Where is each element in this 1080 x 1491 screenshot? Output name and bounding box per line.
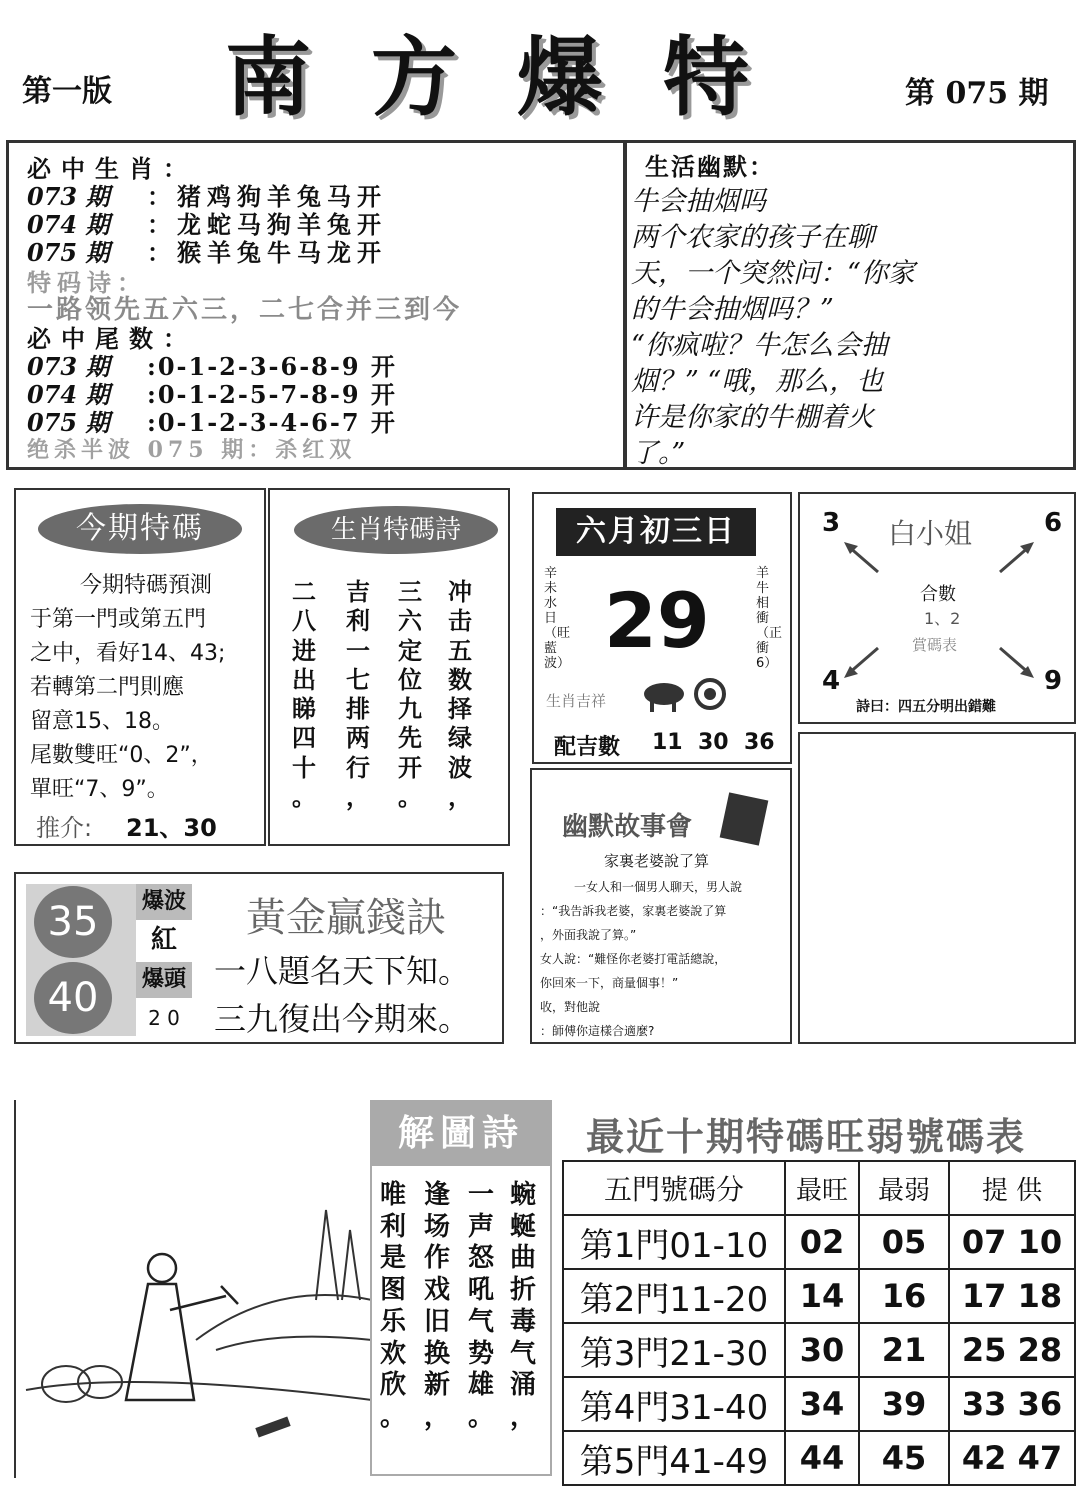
humor-line: 烟？” “哦，那么，也: [631, 366, 884, 397]
zodiac-period: 074 期: [27, 210, 110, 239]
special-line: 若轉第二門則應: [30, 675, 185, 700]
table-row: [563, 1377, 1075, 1431]
poem-column: [448, 578, 472, 812]
story-title: 家裏老婆說了算: [604, 852, 710, 870]
tail-heading: 必中尾数：: [27, 324, 197, 353]
lucky-number: 11: [652, 730, 683, 755]
picture-char: 唯: [380, 1180, 407, 1210]
poem-column: [292, 578, 316, 812]
ball-tag: 爆波: [136, 884, 192, 920]
poem-char: 行: [346, 753, 370, 782]
corner-number: 6: [1044, 508, 1063, 538]
story-line: 你回來一下，商量個事！”: [540, 976, 679, 990]
issue-number: 第 075 期: [905, 76, 1049, 111]
zodiac-value: ：猪鸡狗羊兔马开: [147, 182, 387, 211]
zodiac-value: ：龙蛇马狗羊兔开: [147, 210, 387, 239]
scholar-illustration: [14, 1100, 370, 1478]
picture-char: 蜿: [510, 1180, 537, 1210]
picture-poem-heading: 解圖詩: [372, 1102, 550, 1166]
special-line: 于第一門或第五門: [30, 607, 207, 632]
poem-char: 睇: [292, 695, 316, 724]
miss-bai-poem: 詩曰：四五分明出錯難: [856, 699, 996, 715]
picture-char: 声: [468, 1211, 495, 1242]
table-cell: 17 18: [949, 1269, 1075, 1323]
picture-char: 吼: [468, 1275, 495, 1306]
table-cell: 30: [785, 1323, 859, 1377]
picture-poem-panel: [370, 1100, 552, 1476]
table-cell: 21: [859, 1323, 949, 1377]
picture-char: 怒: [468, 1243, 495, 1274]
lucky-number: 36: [744, 730, 775, 755]
poem-char: 开: [398, 753, 422, 782]
picture-char: 曲: [510, 1243, 537, 1274]
poem-char: 择: [448, 695, 472, 724]
table-cell: 34: [785, 1377, 859, 1431]
picture-char: 利: [380, 1211, 407, 1242]
picture-char: 乐: [380, 1306, 407, 1337]
zodiac-poem-panel: [268, 488, 510, 846]
table-cell: 33 36: [949, 1377, 1075, 1431]
humor-line: 两个农家的孩子在聊: [631, 222, 874, 253]
picture-char: ，: [424, 1402, 451, 1433]
gold-line: 三九復出今期來。: [214, 1000, 471, 1038]
table-cell: 45: [859, 1431, 949, 1485]
picture-char: 气: [468, 1306, 495, 1337]
ball-tag: 2 0: [148, 1006, 180, 1030]
column-header: 五門號碼分: [563, 1161, 785, 1215]
picture-char: 欣: [380, 1370, 407, 1401]
picture-char: 戏: [424, 1275, 451, 1306]
poem-char: 绿: [448, 724, 472, 753]
miss-bai-title: 白小姐: [888, 517, 973, 550]
poem-char: 六: [398, 607, 422, 636]
story-line: 女人說：“難怪你老婆打電話總說，: [540, 952, 727, 966]
picture-char: 逢: [424, 1180, 451, 1210]
poem-char: 冲: [448, 578, 472, 606]
picture-char: 旧: [424, 1306, 451, 1337]
tail-value: :0-1-2-3-6-8-9 开: [147, 352, 397, 381]
poem-char: 九: [398, 695, 422, 724]
empty-panel: [798, 732, 1076, 1044]
tail-period: 073 期: [27, 352, 110, 381]
zodiac-poem-pill: 生肖特碼詩: [294, 506, 498, 554]
zodiac-panel: [6, 140, 626, 470]
corner-number: 3: [822, 508, 841, 538]
picture-poem-column: [510, 1180, 536, 1434]
edition-label: 第一版: [22, 74, 112, 109]
poem-char: 击: [448, 607, 472, 636]
poem-char: 吉: [346, 578, 370, 606]
picture-char: 气: [510, 1338, 537, 1369]
poem-char: 十: [292, 753, 316, 782]
picture-char: 毒: [510, 1306, 537, 1337]
poem-char: ，: [346, 782, 370, 811]
ranking-table: [562, 1160, 1076, 1486]
poem-char: 利: [346, 607, 370, 636]
poem-char: 波: [448, 753, 472, 782]
picture-char: 换: [424, 1338, 451, 1369]
tail-value: :0-1-2-3-4-6-7 开: [147, 408, 397, 437]
poem-char: 三: [398, 578, 422, 606]
ball-tag: 爆頭: [136, 962, 192, 998]
poem-char: 位: [398, 665, 422, 694]
humor-heading: 生活幽默：: [645, 152, 775, 181]
book-icon: [718, 790, 772, 848]
lucky-number: 30: [698, 730, 729, 755]
poem-heading: 特码诗：: [27, 268, 147, 297]
poem-char: 定: [398, 636, 422, 665]
calendar-right-vertical: 羊牛相衝（正衝6）: [756, 566, 783, 671]
table-cell: 第1門01-10: [563, 1215, 785, 1269]
poem-char: ，: [448, 782, 472, 811]
ranking-title: 最近十期特碼旺弱號碼表: [586, 1115, 1027, 1159]
table-cell: 42 47: [949, 1431, 1075, 1485]
poem-char: 四: [292, 724, 316, 753]
poem-char: 。: [398, 782, 422, 811]
center-label: 合數: [920, 584, 956, 605]
table-cell: 第2門11-20: [563, 1269, 785, 1323]
zodiac-value: ：猴羊兔牛马龙开: [147, 238, 387, 267]
table-cell: 14: [785, 1269, 859, 1323]
table-cell: 16: [859, 1269, 949, 1323]
calendar-seal: 生肖吉祥: [546, 692, 607, 710]
poem-line: 一路领先五六三，二七合并三到今: [27, 295, 463, 325]
picture-char: 新: [424, 1370, 451, 1401]
page-title: 南方爆特: [225, 27, 809, 128]
humor-title: 牛会抽烟吗: [631, 186, 766, 217]
center-sub: 賞碼表: [912, 636, 958, 654]
special-line: 留意15、18。: [30, 709, 174, 734]
calendar-left-vertical: 辛未水日（旺藍波）: [544, 566, 571, 671]
column-header: 提 供: [949, 1161, 1075, 1215]
poem-column: [346, 578, 370, 812]
corner-number: 4: [822, 666, 841, 696]
table-cell: 39: [859, 1377, 949, 1431]
zodiac-period: 073 期: [27, 182, 110, 211]
humor-line: “你疯啦？牛怎么会抽: [631, 330, 888, 361]
ox-icon: [638, 674, 738, 714]
table-cell: 02: [785, 1215, 859, 1269]
column-header: 最弱: [859, 1161, 949, 1215]
tail-period: 075 期: [27, 408, 110, 437]
picture-poem-column: [468, 1180, 494, 1434]
column-header: 最旺: [785, 1161, 859, 1215]
story-line: ：師傅你這樣合適麼?: [540, 1024, 655, 1038]
picture-poem-column: [424, 1180, 450, 1434]
zodiac-heading: 必中生肖：: [27, 154, 197, 183]
poem-char: 数: [448, 665, 472, 694]
picture-char: 。: [468, 1402, 495, 1433]
table-row: [563, 1431, 1075, 1485]
humor-line: 天，一个突然问：“你家: [631, 258, 915, 289]
scholar-drawing: [16, 1100, 372, 1478]
poem-char: 出: [292, 665, 316, 694]
picture-char: 雄: [468, 1370, 495, 1401]
special-line: 單旺“7、9”。: [30, 777, 169, 802]
table-row: [563, 1323, 1075, 1377]
ball-tag: 紅: [150, 925, 177, 955]
wave-line: 绝杀半波 075 期：杀红双: [27, 437, 357, 463]
poem-char: 八: [292, 607, 316, 636]
calendar-panel: [532, 492, 792, 764]
picture-char: 图: [380, 1275, 407, 1306]
special-line: 之中，看好14、43;: [30, 641, 226, 666]
center-values: 1、2: [924, 609, 961, 628]
special-line: 尾數雙旺“0、2”，: [30, 743, 213, 768]
gold-line: 一八題名天下知。: [214, 952, 471, 990]
picture-char: 作: [424, 1243, 451, 1274]
calendar-date: 六月初三日: [556, 508, 756, 556]
gold-title: 黃金贏錢訣: [246, 895, 446, 941]
poem-char: 二: [292, 578, 316, 606]
story-banner: 幽默故事會: [562, 812, 693, 842]
table-cell: 07 10: [949, 1215, 1075, 1269]
picture-char: 涌: [510, 1370, 537, 1401]
corner-number: 9: [1044, 666, 1063, 696]
picture-char: 一: [468, 1180, 495, 1210]
humor-line: 许是你家的牛棚着火: [631, 402, 874, 433]
table-cell: 44: [785, 1431, 859, 1485]
story-line: 收，對他說: [540, 1000, 601, 1014]
poem-char: 。: [292, 782, 316, 811]
miss-bai-panel: [798, 492, 1076, 724]
poem-char: 排: [346, 695, 370, 724]
story-line: ：“我告訴我老婆，家裏老婆說了算: [540, 904, 727, 918]
poem-char: 五: [448, 636, 472, 665]
table-header-row: [563, 1161, 1075, 1215]
picture-char: 欢: [380, 1338, 407, 1369]
table-row: [563, 1269, 1075, 1323]
poem-char: 两: [346, 724, 370, 753]
special-line: 今期特碼預測: [80, 573, 213, 598]
gold-panel: [14, 872, 504, 1044]
number-ball: 35: [34, 886, 112, 958]
zodiac-period: 075 期: [27, 238, 110, 267]
tail-value: :0-1-2-5-7-8-9 开: [147, 380, 397, 409]
table-cell: 第4門31-40: [563, 1377, 785, 1431]
recommend-value: 21、30: [126, 814, 217, 842]
picture-char: 。: [380, 1402, 407, 1433]
picture-char: ，: [510, 1402, 537, 1433]
recommend-label: 推介:: [36, 814, 93, 842]
picture-poem-column: [380, 1180, 406, 1434]
story-line: 一女人和一個男人聊天，男人說: [574, 880, 743, 894]
poem-char: 先: [398, 724, 422, 753]
table-cell: 25 28: [949, 1323, 1075, 1377]
lucky-label: 配吉數: [554, 734, 621, 760]
story-line: ，外面我說了算。”: [540, 928, 637, 942]
calendar-day: 29: [604, 576, 710, 665]
picture-char: 折: [510, 1275, 537, 1306]
humor-panel: [624, 140, 1076, 470]
special-code-pill: 今期特碼: [38, 504, 242, 554]
poem-char: 七: [346, 665, 370, 694]
story-panel: [530, 768, 792, 1044]
table-cell: 第5門41-49: [563, 1431, 785, 1485]
table-row: [563, 1215, 1075, 1269]
poem-char: 进: [292, 636, 316, 665]
poem-column: [398, 578, 422, 812]
humor-line: 的牛会抽烟吗？”: [631, 294, 834, 325]
number-ball: 40: [34, 962, 112, 1034]
picture-char: 场: [424, 1211, 451, 1242]
table-cell: 05: [859, 1215, 949, 1269]
picture-char: 蜒: [510, 1211, 537, 1242]
tail-period: 074 期: [27, 380, 110, 409]
humor-line: 了。”: [631, 438, 686, 469]
special-code-panel: [14, 488, 266, 846]
table-cell: 第3門21-30: [563, 1323, 785, 1377]
picture-char: 是: [380, 1243, 407, 1274]
poem-char: 一: [346, 636, 370, 665]
picture-char: 势: [468, 1338, 495, 1369]
